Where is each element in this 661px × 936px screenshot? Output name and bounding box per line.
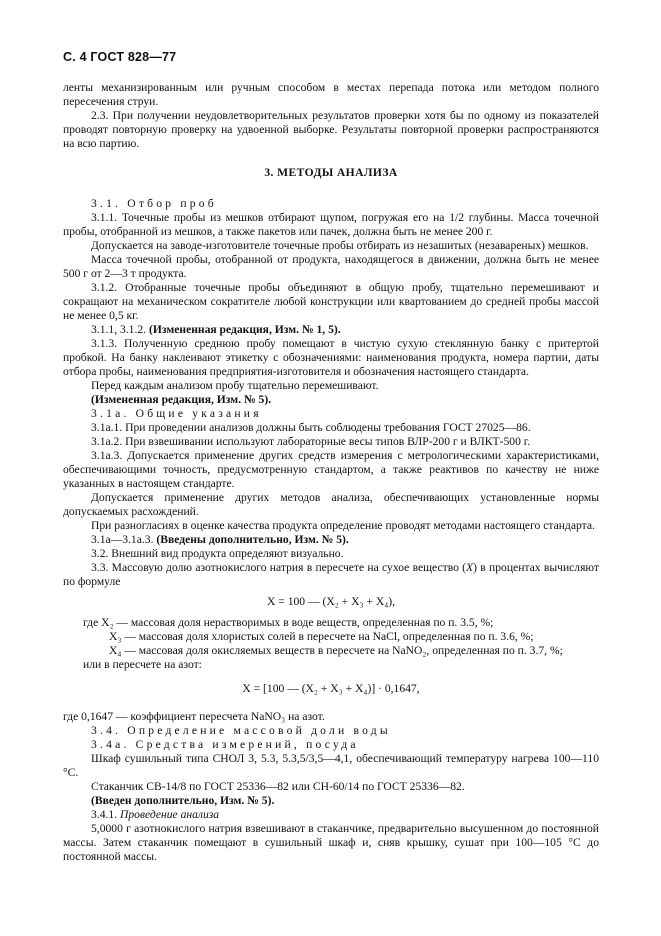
paragraph (63, 533, 599, 547)
paragraph (63, 561, 599, 589)
paragraph: 3.1а.3. Допускается применение других средств измерения с метрологическими характеристиками, обеспечивающими точность, предусмотренную стандартом, а также реактивов по качеству не ниже указанных в настоящем стандарте. (63, 449, 599, 490)
paragraph: или в пересчете на азот: (83, 658, 202, 671)
text: 3.1.1. Точечные пробы из мешков отбирают щупом, погружая его на (91, 211, 450, 224)
paragraph: 3.1.2. Отобранные точечные пробы объединяют в общую пробу, тщательно перемешивают и сокращают на механическом сократителе любой конструкции или квартованием до средней пробы массой не менее 0,5 кг. (63, 281, 599, 322)
text: 3.3. Массовую долю азотнокислого натрия в пересчете на сухое вещество ( (91, 561, 467, 574)
text: глубины. Масса точечной пробы, отобранной из мешков, а также пакетов или пачек, должна быть не менее 200 г. (63, 211, 599, 238)
edition-note: (Измененная редакция, Изм. № 5). (91, 393, 272, 406)
paragraph: При разногласиях в оценке качества продукта определение проводят методами настоящего стандарта. (91, 519, 595, 532)
paragraph: ленты механизированным или ручным способом в местах перепада потока или методом полного пересечения струи. (63, 81, 599, 108)
paragraph: 3.1.3. Полученную среднюю пробу помещают в чистую сухую стеклянную банку с притертой пробкой. На банку наклеивают этикетку с обозначениями: наименования продукта, номера партии, даты отбора пробы, наименования предприятия-изготовителя и обозначения настоящего стандарта. (63, 337, 599, 378)
paragraph: Допускается применение других методов анализа, обеспечивающих установленные нормы допускаемых расхождений. (63, 491, 599, 518)
paragraph: 3.1а.1. При проведении анализов должны быть соблюдены требования ГОСТ 27025—86. (91, 421, 531, 434)
definition: где 0,1647 — коэффициент пересчета NaNO₃ на азот. (63, 710, 325, 723)
paragraph: 3.2. Внешний вид продукта определяют визуально. (91, 547, 344, 560)
paragraph (63, 211, 599, 239)
subsection-heading: 3.1а. Общие указания (91, 407, 262, 420)
paragraph: Стаканчик СВ-14/8 по ГОСТ 25336—82 или СН-60/14 по ГОСТ 25336—82. (91, 780, 465, 793)
section-heading: 3. МЕТОДЫ АНАЛИЗА (264, 166, 398, 179)
text: 3.1а—3.1а.3. (91, 533, 157, 546)
formula: X = [100 — (X₂ + X₃ + X₄)] · 0,1647, (242, 682, 420, 695)
document-body (63, 81, 599, 864)
subsection-heading: 3.4а. Средства измерений, посуда (91, 738, 359, 751)
paragraph: Масса точечной пробы, отобранной от продукта, находящегося в движении, должна быть не менее 500 г от 2—3 т продукта. (63, 253, 599, 280)
edition-note: (Введены дополнительно, Изм. № 5). (156, 533, 349, 546)
paragraph (63, 323, 599, 337)
paragraph: Шкаф сушильный типа СНОЛ 3, 5.3, 5.3,5/3,5—4,1, обеспечивающий температуру нагрева 100—110 °С. (63, 752, 599, 779)
edition-note: (Измененная редакция, Изм. № 1, 5). (148, 323, 341, 336)
variable: X (466, 561, 474, 574)
subsection-heading: 3.4. Определение массовой доли воды (91, 724, 391, 737)
fraction: 1/2 (449, 211, 465, 224)
formula: X = 100 — (X₂ + X₃ + X₄), (266, 595, 396, 608)
paragraph: Допускается на заводе-изготовителе точечные пробы отбирать из незашитых (незавареных) мешков. (91, 239, 589, 252)
definition: X₄ — массовая доля окисляемых веществ в пересчете на NaNO₂, определенная по п. 3.7, %; (109, 644, 563, 657)
definition: X₃ — массовая доля хлористых солей в пересчете на NaCl, определенная по п. 3.6, %; (109, 630, 534, 643)
subsection-heading: 3.1. Отбор проб (91, 197, 217, 210)
text: 3.1.1, 3.1.2. (91, 323, 149, 336)
paragraph: Перед каждым анализом пробу тщательно перемешивают. (91, 379, 379, 392)
paragraph: 5,0000 г азотнокислого натрия взвешивают в стаканчике, предварительно высушенном до постоянной массы. Затем стаканчик помещают в сушильный шкаф и, сняв крышку, сушат при 100—105 °С до постоянной массы. (63, 822, 599, 863)
definition: где X₂ — массовая доля нерастворимых в воде веществ, определенная по п. 3.5, %; (83, 616, 494, 629)
paragraph: 2.3. При получении неудовлетворительных результатов проверки хотя бы по одному из показателей проводят повторную проверку на удвоенной выборке. Результаты повторной проверки распространяются на всю партию. (63, 109, 599, 150)
edition-note: (Введен дополнительно, Изм. № 5). (91, 794, 275, 807)
paragraph (63, 808, 599, 822)
text: ) в процентах вычисляют по формуле (63, 561, 599, 588)
page-header: С. 4 ГОСТ 828—77 (63, 50, 177, 64)
text: 3.4.1. (91, 808, 120, 821)
subsection-title: Проведение анализа (119, 808, 220, 821)
paragraph: 3.1а.2. При взвешивании используют лабораторные весы типов ВЛР-200 г и ВЛКТ-500 г. (91, 435, 531, 448)
